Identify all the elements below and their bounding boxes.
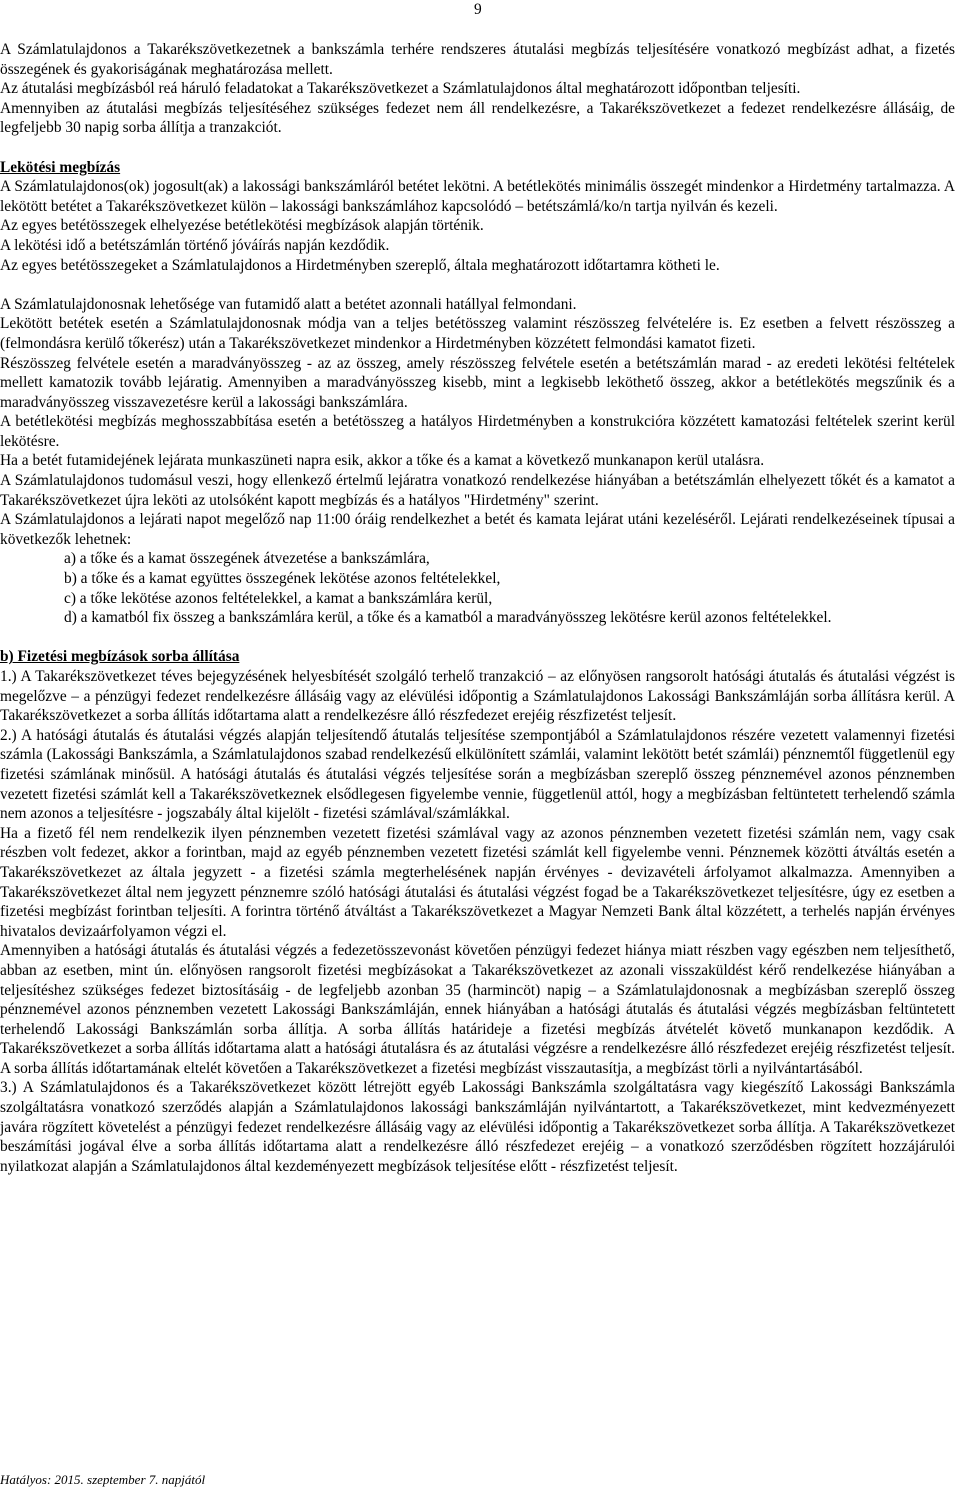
paragraph: A Számlatulajdonos a Takarékszövetkezetnek a bankszámla terhére rendszeres átutalási megbízás teljesítésére vonatkozó megbízást adhat, a fizetés összegének és gyakoriságának meghatározása mellett. bbox=[0, 41, 955, 78]
paragraph: Ha a fizető fél nem rendelkezik ilyen pénznemben vezetett fizetési számlával vagy az azonos pénznemben vezetett fizetési számlán nem, vagy csak részben volt fedezet, akkor a forintban, majd az egyéb pénznemben vezetett fizetési számlát kell figyelembe venni. Pénznemek közötti átváltás esetén a Takarékszövetkezet az általa jegyzett - a fizetési számla megterhelésének napján érvényes - devizavételi árfolyamot alkalmazza. Amennyiben a Takarékszövetkezet által nem jegyzett pénznemre szóló hatósági átutalási és átutalási végzést fogad be a Takarékszövetkezet teljesítésre, úgy ez esetben a fizetési megbízást forintban teljesíti. A forintra történő átváltást a Takarékszövetkezet a Magyar Nemzeti Bank által közzétett, a terhelés napján érvényes hivatalos devizaárfolyamon végzi el. bbox=[0, 824, 955, 940]
list-item: a) a tőke és a kamat összegének átvezetése a bankszámlára, bbox=[64, 550, 430, 568]
paragraph: A Számlatulajdonos tudomásul veszi, hogy ellenkező értelmű lejáratra vonatkozó rendelkezése hiányában a betétszámlán elhelyezett tőkét és a kamatot a Takarékszövetkezet újra leköti az utolsóként kapott megbízás és a hatályos "Hirdetmény" szerint. bbox=[0, 472, 955, 509]
section-heading-lekotesi: Lekötési megbízás bbox=[0, 158, 121, 176]
paragraph: 1.) A Takarékszövetkezet téves bejegyzésének helyesbítését szolgáló terhelő tranzakció – az előnyösen rangsorolt hatósági átutalás és átutalási végzést is megelőzve – a pénzügyi fedezet rendelkezésre állásáig vagy az elévülési időpontig a Számlatulajdonos Lakossági Bankszámláján sorba állításra kerül. A Takarékszövetkezet a sorba állítás időtartama alatt a rendelkezésre álló részfedezet erejéig részfizetést teljesít. bbox=[0, 668, 955, 725]
paragraph: Az egyes betétösszegek elhelyezése betétlekötési megbízások alapján történik. bbox=[0, 217, 484, 235]
paragraph: 2.) A hatósági átutalás és átutalási végzés alapján teljesítendő átutalás teljesítése szempontjából a Számlatulajdonos részére vezetett valamennyi fizetési számla (Lakossági Bankszámla, a Számlatulajdonos szabad rendelkezésű elkülönített számlái, valamint lekötött betét számlái) pénznemtől függetlenül egy fizetési számlának minősül. A hatósági átutalás és átutalási végzés teljesítése során a megbízásban szereplő összeg pénznemével azonos pénznemben vezetett fizetési számlát kell a Takarékszövetkeznek elsődlegesen figyelembe vennie, függetlenül attól, hogy a megbízásban feltüntetett terhelendő számla nem azonos a teljesítésre - jogszabály által kijelölt - fizetési számlával/számlákkal. bbox=[0, 726, 955, 823]
page-footer: Hatályos: 2015. szeptember 7. napjától bbox=[0, 1472, 206, 1487]
paragraph: Amennyiben a hatósági átutalás és átutalási végzés a fedezetösszevonást követően pénzügyi fedezet hiánya miatt részben vagy egészben nem teljesíthető, abban az esetben, mint ún. előnyösen rangsorolt fizetési megbízásokat a Takarékszövetkezet az azonali visszaküldést kérő rendelkezése hiányában a teljesítéshez szükséges fedezet biztosításáig - de legfeljebb azonban 35 (harmincöt) napig – a Számlatulajdonosnak a megbízásban szereplő összeg pénznemével azonos pénznemben vezetett Lakossági Bankszámláján, ennek hiányában a hatósági átutalás és átutalási végzés megbízásban feltüntetett terhelendő Lakossági Bankszámlán sorba állítja. A sorba állítás határideje a fizetési megbízás átvételét követő munkanapon kezdődik. A Takarékszövetkezet a sorba állítás időtartama alatt a hatósági átutalásra és az átutalási végzésre a rendelkezésre álló részfedezet erejéig részfizetést teljesít. A sorba állítás időtartamának eltelét követően a Takarékszövetkezet a fizetési megbízást visszautasítja, a megbízást törli a nyilvántartásából. bbox=[0, 942, 955, 1077]
paragraph: Ha a betét futamidejének lejárata munkaszüneti napra esik, akkor a tőke és a kamat a következő munkanapon kerül utalásra. bbox=[0, 452, 765, 470]
paragraph: 3.) A Számlatulajdonos és a Takarékszövetkezet között létrejött egyéb Lakossági Bankszámla szolgáltatásra vagy kiegészítő Lakossági Bankszámla szolgáltatásra vonatkozó szerződés alapján a Számlatulajdonos lakossági bankszámláján nyilvántartott, a Takarékszövetkezet, mint kedvezményezett javára rögzített követelést a pénzügyi fedezet rendelkezésre állásáig vagy az elévülési időpontig a Takarékszövetkezet sorba állítja. A Takarékszövetkezet beszámítási jogával élve a sorba állítás időtartama alatt a rendelkezésre álló részfedezet erejéig – a vonatkozó szerződésben rögzített hozzájárulói nyilatkozat alapján a Számlatulajdonos által kezdeményezett megbízások teljesítése előtt - részfizetést teljesít. bbox=[0, 1079, 955, 1175]
paragraph: Az egyes betétösszegeket a Számlatulajdonos a Hirdetményben szereplő, általa meghatározott időtartamra kötheti le. bbox=[0, 256, 720, 274]
paragraph: Részösszeg felvétele esetén a maradványösszeg - az az összeg, amely részösszeg felvétele esetén a betétszámlán marad - az eredeti lekötési feltételek mellett kamatozik tovább lejáratig. Amennyiben a maradványösszeg kisebb, mint a legkisebb leköthető összeg, akkor a betétlekötés megszűnik és a maradványösszeg visszavezetésre kerül a lakossági bankszámlára. bbox=[0, 354, 955, 411]
page-number: 9 bbox=[474, 1, 482, 18]
list-item: b) a tőke és a kamat együttes összegének lekötése azonos feltételekkel, bbox=[64, 570, 501, 588]
paragraph: A Számlatulajdonos(ok) jogosult(ak) a lakossági bankszámláról betétet lekötni. A betétlekötés minimális összegét mindenkor a Hirdetmény tartalmazza. A lekötött betétet a Takarékszövetkezet külön – lakossági bankszámlához kapcsolódó – betétszámlá/ko/n tartja nyilván és kezeli. bbox=[0, 178, 955, 215]
list-item: d) a kamatból fix összeg a bankszámlára kerül, a tőke és a kamatból a maradványösszeg lekötésre kerül azonos feltételekkel. bbox=[64, 609, 832, 627]
paragraph: Amennyiben az átutalási megbízás teljesítéséhez szükséges fedezet nem áll rendelkezésre, a Takarékszövetkezet a fedezet rendelkezésre állásáig, de legfeljebb 30 napig sorba állítja a tranzakciót. bbox=[0, 99, 955, 137]
paragraph: Az átutalási megbízásból reá háruló feladatokat a Takarékszövetkezet a Számlatulajdonos által meghatározott időpontban teljesíti. bbox=[0, 80, 801, 98]
list-item: c) a tőke lekötése azonos feltételekkel, a kamat a bankszámlára kerül, bbox=[64, 589, 493, 607]
paragraph: A betétlekötési megbízás meghosszabbítása esetén a betétösszeg a hatályos Hirdetményben a konstrukcióra közzétett kamatozási feltételek szerint kerül lekötésre. bbox=[0, 413, 955, 450]
paragraph: A lekötési idő a betétszámlán történő jóváírás napján kezdődik. bbox=[0, 236, 390, 254]
paragraph: A Számlatulajdonosnak lehetősége van futamidő alatt a betétet azonnali hatállyal felmondani. bbox=[0, 295, 577, 313]
paragraph: Lekötött betétek esetén a Számlatulajdonosnak módja van a teljes betétösszeg valamint részösszeg felvételére is. Ez esetben a felvett részösszeg a (felmondásra kerülő tőkerész) után a Takarékszövetkezet mindenkor a Hirdetményben közzétett felmondási kamatot fizeti. bbox=[0, 315, 955, 352]
paragraph: A Számlatulajdonos a lejárati napot megelőző nap 11:00 óráig rendelkezhet a betét és kamata lejárat utáni kezeléséről. Lejárati rendelkezéseinek típusai a következők lehetnek: bbox=[0, 511, 955, 548]
document-body bbox=[0, 40, 955, 1176]
section-heading-sorba-allitas: b) Fizetési megbízások sorba állítása bbox=[0, 648, 240, 666]
